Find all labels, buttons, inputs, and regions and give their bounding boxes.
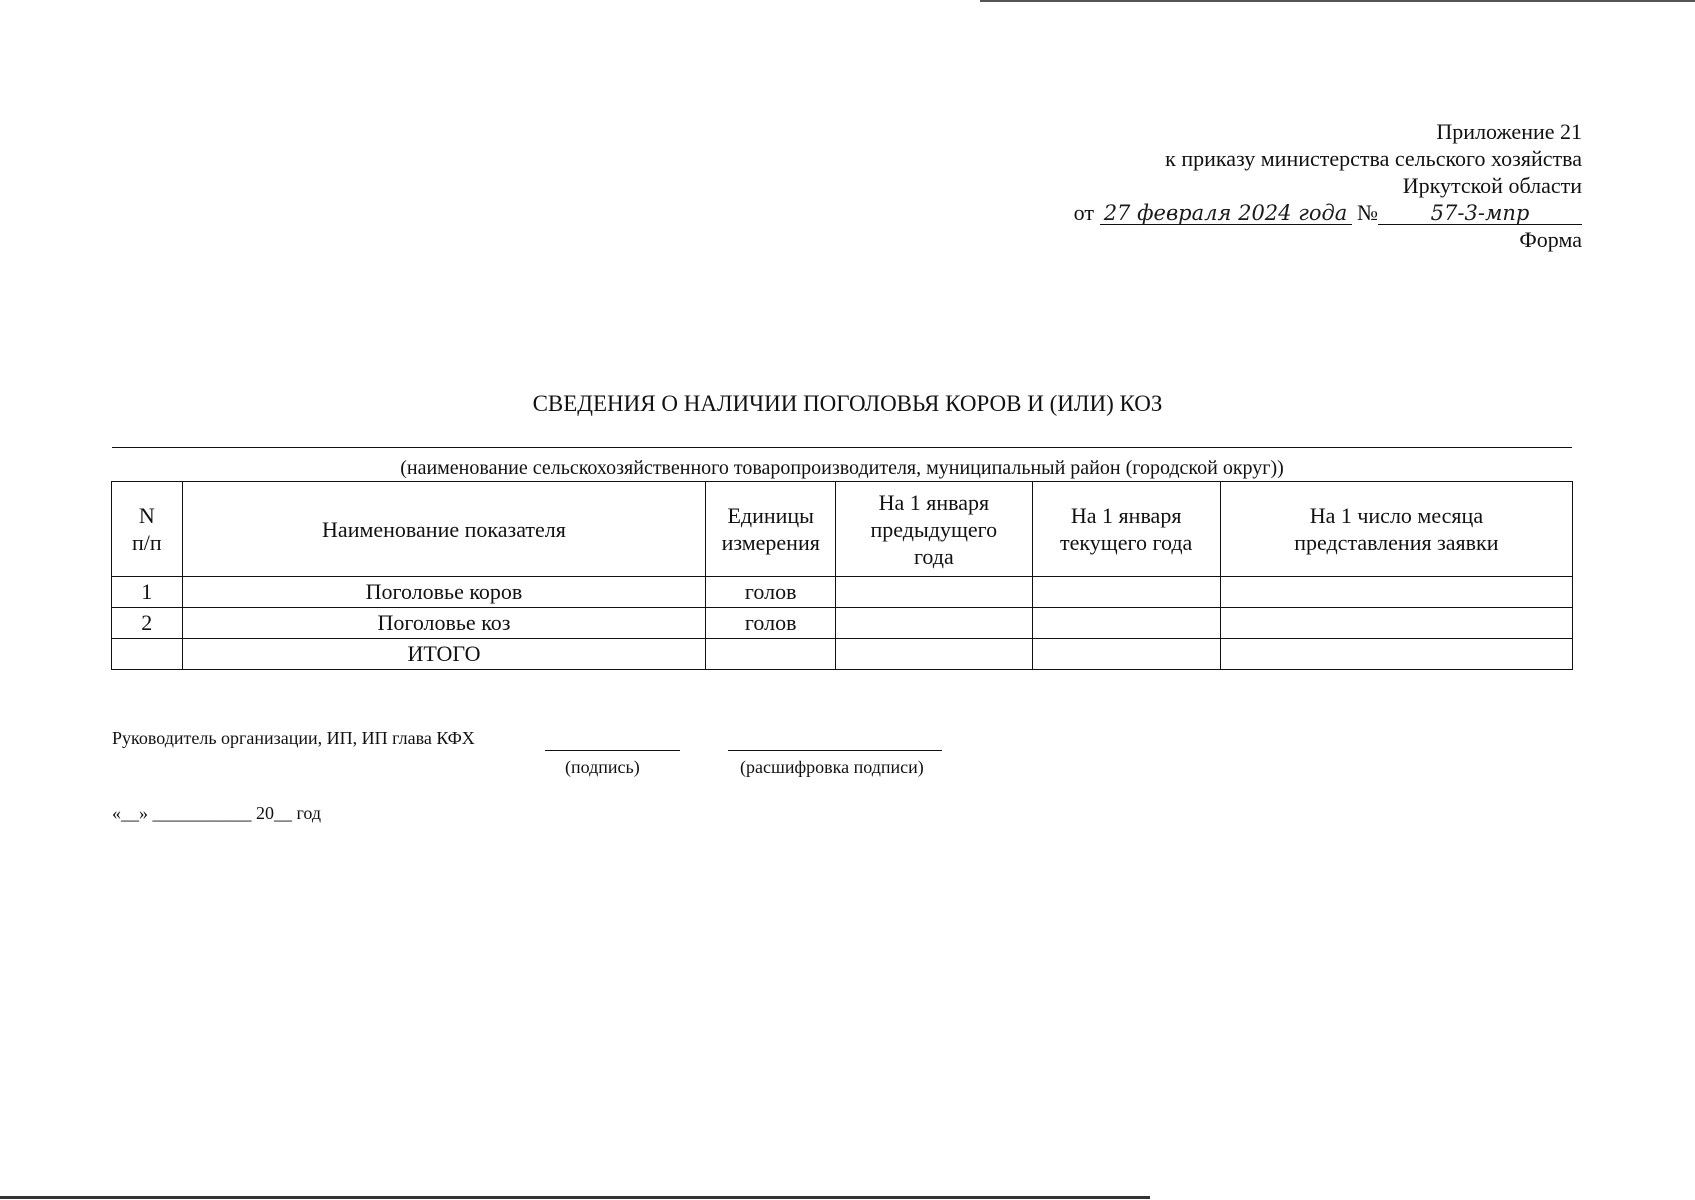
appendix-order-ref: к приказу министерства сельского хозяйства <box>1165 146 1582 171</box>
cell-current-year[interactable] <box>1032 639 1220 670</box>
cell-application[interactable] <box>1220 639 1572 670</box>
document-title: СВЕДЕНИЯ О НАЛИЧИИ ПОГОЛОВЬЯ КОРОВ И (ИЛИ) КОЗ <box>532 391 1163 416</box>
handwritten-number: 57-3-мпр <box>1378 202 1582 225</box>
cell-unit: голов <box>706 577 836 608</box>
cell-name: Поголовье коз <box>182 608 706 639</box>
header-application: На 1 число месяца представления заявки <box>1220 482 1572 577</box>
livestock-table <box>111 481 1573 670</box>
header-prev-year: На 1 января предыдущего года <box>836 482 1032 577</box>
cell-n <box>112 639 183 670</box>
table-row <box>112 577 1573 608</box>
date-template: «__» ___________ 20__ год <box>112 803 322 823</box>
header-n: N п/п <box>112 482 183 577</box>
cell-current-year[interactable] <box>1032 608 1220 639</box>
cell-prev-year[interactable] <box>836 608 1032 639</box>
table-row <box>112 608 1573 639</box>
cell-current-year[interactable] <box>1032 577 1220 608</box>
header-name: Наименование показателя <box>182 482 706 577</box>
header-current-year: На 1 января текущего года <box>1032 482 1220 577</box>
scan-edge-bottom <box>0 1196 1150 1199</box>
scan-edge-top <box>980 0 1695 2</box>
number-prefix: № <box>1357 200 1378 225</box>
cell-application[interactable] <box>1220 608 1572 639</box>
cell-prev-year[interactable] <box>836 577 1032 608</box>
signature-label: Руководитель организации, ИП, ИП глава КФХ <box>112 728 475 748</box>
table-total-row <box>112 639 1573 670</box>
cell-n: 2 <box>112 608 183 639</box>
cell-prev-year[interactable] <box>836 639 1032 670</box>
date-prefix: от <box>1073 200 1094 225</box>
signature-caption: (подпись) <box>565 757 640 777</box>
cell-application[interactable] <box>1220 577 1572 608</box>
cell-name: Поголовье коров <box>182 577 706 608</box>
producer-caption: (наименование сельскохозяйственного товаропроизводителя, муниципальный район (городской округ)) <box>400 457 1284 479</box>
producer-name-field <box>112 447 1572 448</box>
cell-unit <box>706 639 836 670</box>
cell-name: ИТОГО <box>182 639 706 670</box>
appendix-title: Приложение 21 <box>1436 119 1582 144</box>
handwritten-date: 27 февраля 2024 года <box>1100 202 1352 225</box>
form-label: Форма <box>1519 227 1582 252</box>
signature-field <box>545 750 680 751</box>
cell-unit: голов <box>706 608 836 639</box>
appendix-block <box>1022 118 1582 253</box>
table-header-row <box>112 482 1573 577</box>
appendix-region: Иркутской области <box>1402 173 1582 198</box>
cell-n: 1 <box>112 577 183 608</box>
appendix-date-line <box>1022 199 1582 226</box>
header-unit: Единицы измерения <box>706 482 836 577</box>
signature-decode-field <box>728 750 942 751</box>
signature-decode-caption: (расшифровка подписи) <box>740 757 924 777</box>
